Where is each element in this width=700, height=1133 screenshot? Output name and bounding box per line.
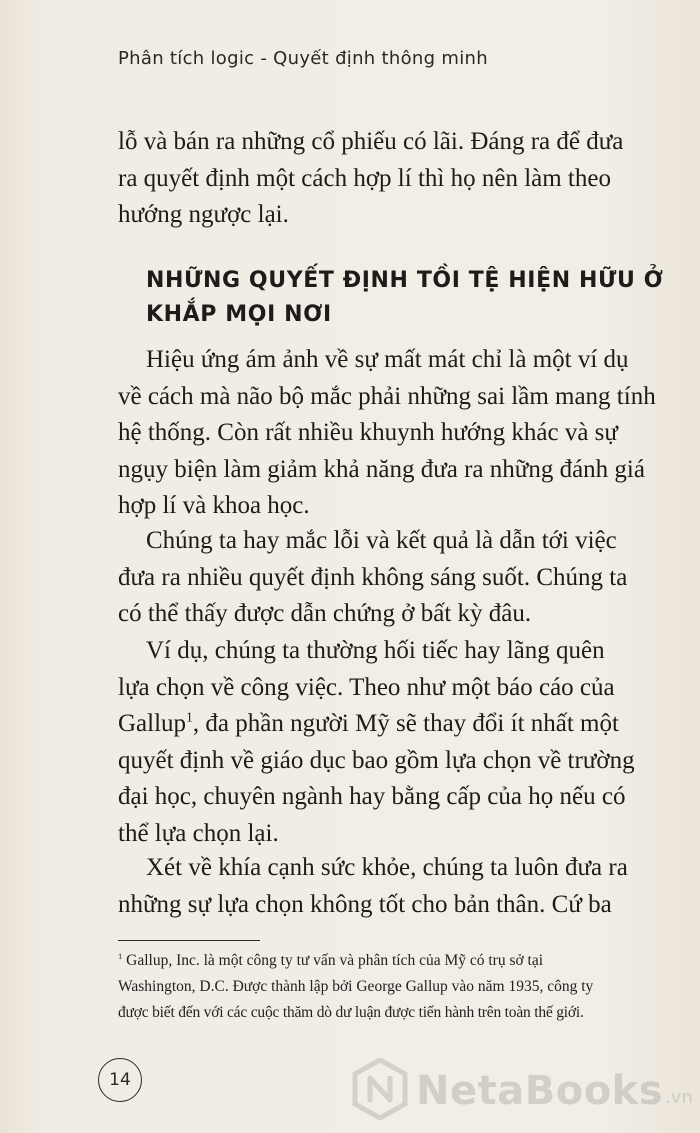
text-line: đại học, chuyên ngành hay bằng cấp của họ nếu có [118,783,626,810]
text-line-with-footnote-ref [118,706,658,743]
text-line: ra quyết định một cách hợp lí thì họ nên làm theo [118,164,611,192]
footnote-line: Washington, D.C. Được thành lập bởi George Gallup vào năm 1935, công ty [118,978,594,995]
watermark-suffix: .vn [665,1086,693,1108]
text-line-rest: , đa phần người Mỹ sẽ thay đổi ít nhất một [192,710,619,737]
text-line: Chúng ta hay mắc lỗi và kết quả là dẫn tới việc [146,527,617,554]
running-header: Phân tích logic - Quyết định thông minh [118,48,488,69]
text-line: Xét về khía cạnh sức khỏe, chúng ta luôn đưa ra [146,854,628,881]
text-line: hướng ngược lại. [118,201,289,228]
footnote-text: Gallup, Inc. là một công ty tư vấn và phân tích của Mỹ có trụ sở tại [122,952,544,969]
watermark [352,1055,693,1127]
heading-line: KHẮP MỌI NƠI [146,302,332,327]
paragraph-health [118,850,658,923]
footnote [118,948,658,1026]
text-line: ngụy biện làm giảm khả năng đưa ra những đánh giá [118,455,645,483]
paragraph-continuation [118,124,658,234]
text-line: về cách mà não bộ mắc phải những sai lầm mang tính [118,382,656,410]
gallup-word: Gallup [118,710,187,737]
text-line: đưa ra nhiều quyết định không sáng suốt. Chúng ta [118,563,628,591]
text-line: thể lựa chọn lại. [118,819,279,847]
page-number: 14 [98,1058,142,1102]
footnote-line [118,948,658,974]
text-line: Ví dụ, chúng ta thường hối tiếc hay lãng quên [146,637,605,664]
paragraph-gallup-example [118,633,658,852]
section-heading [146,264,666,332]
text-line: Hiệu ứng ám ảnh về sự mất mát chỉ là một ví dụ [146,346,629,373]
text-line: hợp lí và khoa học. [118,492,310,519]
text-line: có thể thấy được dẫn chứng ở bất kỳ đâu. [118,600,532,627]
text-line: lựa chọn về công việc. Theo như một báo cáo của [118,673,615,701]
text-line: quyết định về giáo dục bao gồm lựa chọn về trường [118,746,635,774]
text-line: những sự lựa chọn không tốt cho bản thân. Cứ ba [118,890,612,918]
footnote-line: được biết đến với các cuộc thăm dò dư luận được tiến hành trên toàn thế giới. [118,1004,584,1021]
watermark-brand: NetaBooks [416,1068,664,1114]
paragraph-mistakes [118,523,658,633]
heading-line: NHỮNG QUYẾT ĐỊNH TỒI TỆ HIỆN HỮU Ở [146,268,664,293]
footnote-reference[interactable]: 1 [186,709,193,725]
footnote-divider [118,940,260,941]
text-line: lỗ và bán ra những cổ phiếu có lãi. Đáng ra để đưa [118,128,624,155]
paragraph-loss-aversion [118,342,658,525]
footnote-marker: 1 [118,950,123,961]
text-line: hệ thống. Còn rất nhiều khuynh hướng khác và sự [118,419,618,446]
netabooks-logo-icon [352,1058,408,1125]
